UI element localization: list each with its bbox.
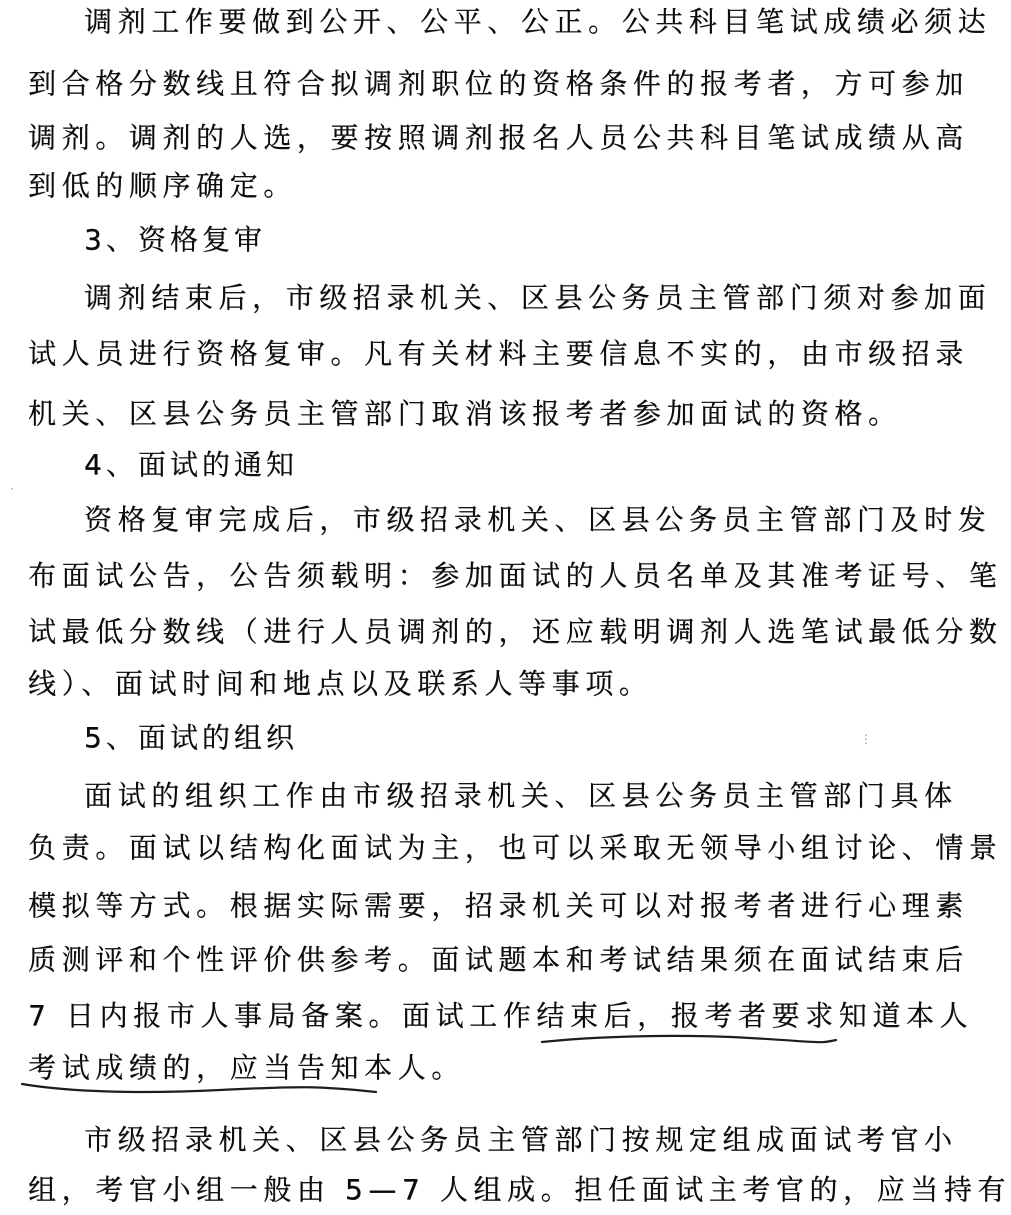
paragraph-4-line-1: 面试的组织工作由市级招录机关、区县公务员主管部门具体 xyxy=(84,779,958,812)
section-heading-5: 5、面试的组织 xyxy=(84,721,298,754)
paragraph-4-line-2: 负责。面试以结构化面试为主，也可以采取无领导小组讨论、情景 xyxy=(28,831,1003,864)
section-heading-4: 4、面试的通知 xyxy=(84,448,298,481)
scan-speck: ⋮ xyxy=(860,732,872,746)
paragraph-1-line-3: 调剂。调剂的人选，要按照调剂报名人员公共科目笔试成绩从高 xyxy=(28,121,969,154)
paragraph-2-line-1: 调剂结束后，市级招录机关、区县公务员主管部门须对参加面 xyxy=(84,281,992,314)
paragraph-1-line-4: 到低的顺序确定。 xyxy=(28,169,297,202)
paragraph-2-line-2: 试人员进行资格复审。凡有关材料主要信息不实的，由市级招录 xyxy=(28,337,969,370)
paragraph-1-line-2: 到合格分数线且符合拟调剂职位的资格条件的报考者，方可参加 xyxy=(28,67,969,100)
paragraph-4-line-4: 质测评和个性评价供参考。面试题本和考试结果须在面试结束后 xyxy=(28,943,969,976)
paragraph-2-line-3: 机关、区县公务员主管部门取消该报考者参加面试的资格。 xyxy=(28,397,902,430)
scan-speck: · xyxy=(10,482,14,496)
paragraph-3-line-3: 试最低分数线（进行人员调剂的，还应载明调剂人选笔试最低分数 xyxy=(28,615,1003,648)
paragraph-3-line-4: 线）、面试时间和地点以及联系人等事项。 xyxy=(28,667,653,700)
paragraph-1-line-1: 调剂工作要做到公开、公平、公正。公共科目笔试成绩必须达 xyxy=(84,5,992,38)
paragraph-5-line-2: 组，考官小组一般由 5—7 人组成。担任面试主考官的，应当持有 xyxy=(28,1173,1011,1206)
paragraph-3-line-2: 布面试公告，公告须载明：参加面试的人员名单及其准考证号、笔 xyxy=(28,559,1003,592)
section-heading-3: 3、资格复审 xyxy=(84,223,266,256)
paragraph-4-line-6: 考试成绩的，应当告知本人。 xyxy=(28,1051,465,1084)
paragraph-4-line-5: 7 日内报市人事局备案。面试工作结束后，报考者要求知道本人 xyxy=(28,999,974,1032)
paragraph-4-line-3: 模拟等方式。根据实际需要，招录机关可以对报考者进行心理素 xyxy=(28,889,969,922)
paragraph-3-line-1: 资格复审完成后，市级招录机关、区县公务员主管部门及时发 xyxy=(84,503,992,536)
paragraph-5-line-1: 市级招录机关、区县公务员主管部门按规定组成面试考官小 xyxy=(84,1123,958,1156)
